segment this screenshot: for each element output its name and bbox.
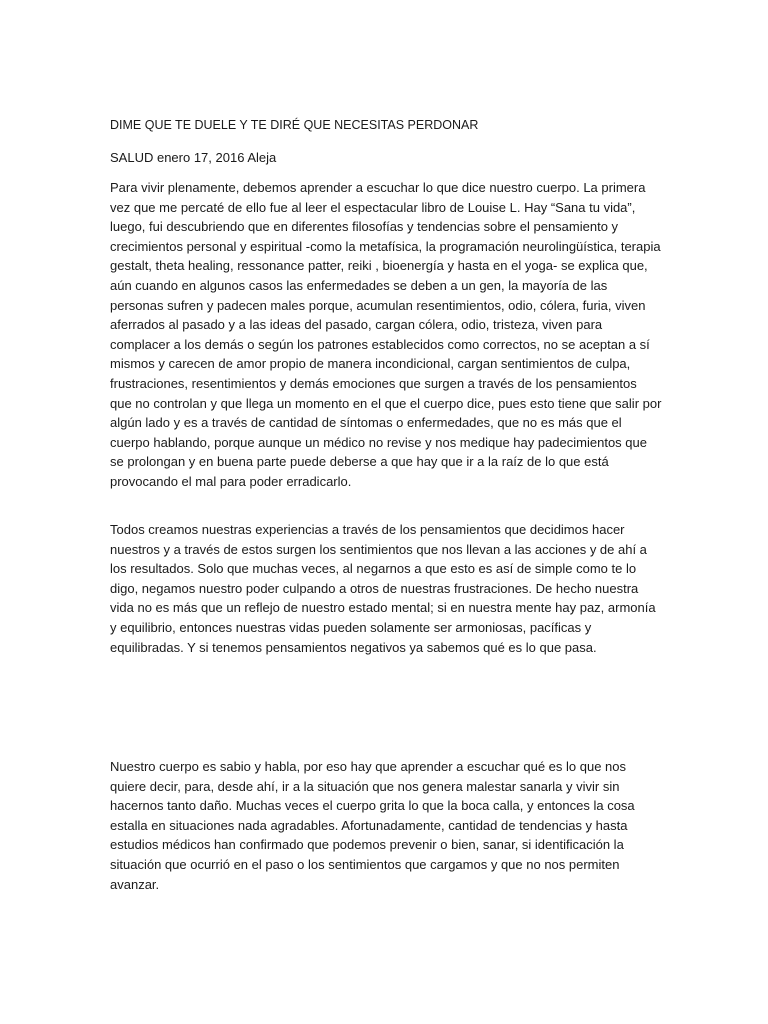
paragraph-1: Para vivir plenamente, debemos aprender a escuchar lo que dice nuestro cuerpo. La primera vez que me percaté de ello fue al leer el espectacular libro de Louise L. Hay “Sana tu vida”, luego, fui descubriendo que en diferentes filosofías y tendencias sobre el pensamiento y crecimientos personal y espiritual -como la metafísica, la programación neurolingüística, terapia gestalt, theta healing, ressonance patter, reiki , bioenergía y hasta en el yoga- se explica que, aún cuando en algunos casos las enfermedades se deben a un gen, la mayoría de las personas sufren y padecen males porque, acumulan resentimientos, odio, cólera, furia, viven aferrados al pasado y a las ideas del pasado, cargan cólera, odio, tristeza, viven para complacer a los demás o según los patrones establecidos como correctos, no se aceptan a sí mismos y carecen de amor propio de manera incondicional, cargan sentimientos de culpa, frustraciones, resentimientos y demás emociones que surgen a través de los pensamientos que no controlan y que llega un momento en el que el cuerpo dice, pues esto tiene que salir por algún lado y es a través de cantidad de síntomas o enfermedades, que no es más que el cuerpo hablando, porque aunque un médico no revise y nos medique hay padecimientos que se prolongan y en buena parte puede deberse a que hay que ir a la raíz de lo que está provocando el mal para poder erradicarlo. <box>110 180 662 489</box>
paragraph-3: Nuestro cuerpo es sabio y habla, por eso hay que aprender a escuchar qué es lo que nos quiere decir, para, desde ahí, ir a la situación que nos genera malestar sanarla y vivir sin hacernos tanto daño. Muchas veces el cuerpo grita lo que la boca calla, y entonces la cosa estalla en situaciones nada agradables. Afortunadamente, cantidad de tendencias y hasta estudios médicos han confirmado que podemos prevenir o bien, sanar, si identificación la situación que ocurrió en el paso o los sentimientos que cargamos y que no nos permiten avanzar. <box>110 759 635 892</box>
document-title: DIME QUE TE DUELE Y TE DIRÉ QUE NECESITAS PERDONAR <box>110 118 479 132</box>
paragraph-2: Todos creamos nuestras experiencias a través de los pensamientos que decidimos hacer nuestros y a través de estos surgen los sentimientos que nos llevan a las acciones y de ahí a los resultados. Solo que muchas veces, al negarnos a que esto es así de simple como te lo digo, negamos nuestro poder culpando a otros de nuestras frustraciones. De hecho nuestra vida no es más que un reflejo de nuestro estado mental; si en nuestra mente hay paz, armonía y equilibrio, entonces nuestras vidas pueden solamente ser armoniosas, pacíficas y equilibradas. Y si tenemos pensamientos negativos ya sabemos qué es lo que pasa. <box>110 522 656 655</box>
post-metadata: SALUD enero 17, 2016 Aleja <box>110 150 277 165</box>
